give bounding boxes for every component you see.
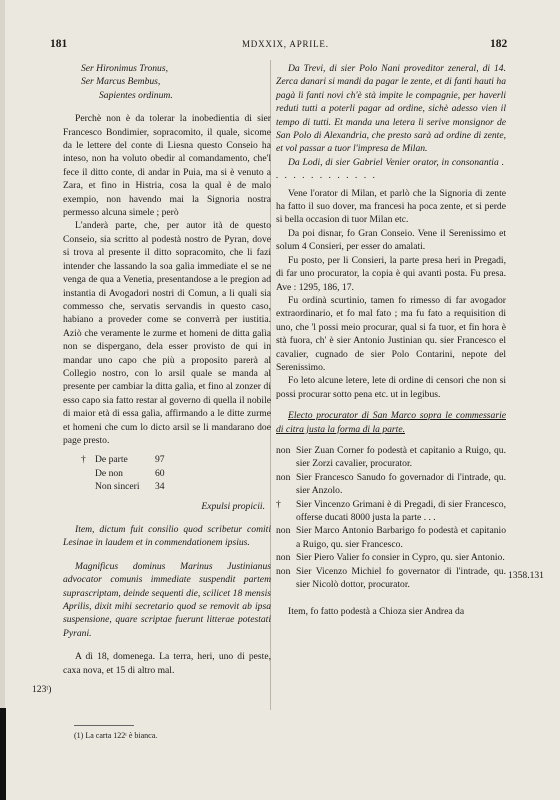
signatory-1: Ser Hironimus Tronus, xyxy=(81,63,168,74)
candidate-result: non xyxy=(276,444,291,456)
page-number-right: 182 xyxy=(490,38,508,50)
candidate-row xyxy=(276,524,506,551)
vote-count: 34 xyxy=(155,481,165,493)
scan-border xyxy=(0,708,6,800)
candidate-text: Sier Francesco Sanudo fo governador di l'intrade, qu. sier Anzolo. xyxy=(296,471,506,497)
expulsi-note: Expulsi propicii. xyxy=(201,500,265,512)
vote-mark xyxy=(81,480,95,493)
candidate-text: Sier Zuan Corner fo podestà et capitanio a Ruigo, qu. sier Zorzi cavalier, procurator. xyxy=(296,444,506,470)
margin-folio-note: 123ᵗ) xyxy=(32,684,52,695)
candidate-result: † xyxy=(276,498,281,510)
paragraph-orator: Vene l'orator di Milan, et parlò che la Signoria di zente ha fatto il suo dover, ma francesi ha poca zente, et si perde si bella occasion di tuor Milan etc. xyxy=(276,187,506,226)
paragraph-letere: Fo leto alcune letere, lete di ordine di censori che non si possi procurar sotto pena etc. ut in legibus. xyxy=(276,375,506,400)
paragraph-chioza: Item, fo fatto podestà a Chioza sier Andrea da xyxy=(288,606,465,618)
vote-label: Non sinceri xyxy=(95,481,140,493)
signatory-3: Sapientes ordinum. xyxy=(99,89,173,101)
vote-count: 97 xyxy=(155,454,165,466)
signatory-2: Ser Marcus Bembus, xyxy=(81,76,161,88)
candidate-row xyxy=(276,498,506,525)
vote-row xyxy=(81,467,271,480)
footnote-rule xyxy=(74,725,134,726)
election-heading: Electo procurator di San Marco sopra le commessarie di citra justa la forma di la parte. xyxy=(276,410,506,435)
paragraph-gran-conseio: Da poi disnar, fo Gran Conseio. Vene il Serenissimo et solum 4 Consieri, per esser do amalati. xyxy=(276,227,506,253)
page-edge-shadow xyxy=(0,0,5,800)
candidate-text: Sier Marco Antonio Barbarigo fo podestà et capitanio a Ruigo, qu. sier Francesco. xyxy=(296,525,506,550)
running-title: MDXXIX, APRILE. xyxy=(242,39,329,49)
vote-count: 60 xyxy=(155,467,165,479)
vote-label: De non xyxy=(95,467,123,479)
vote-tally: 1358.131 xyxy=(508,570,544,581)
entry-18-april: A dì 18, domenega. La terra, heri, uno di peste, caxa nova, et 15 di altro mal. xyxy=(63,651,271,676)
candidate-row xyxy=(276,471,506,498)
paragraph-trevi: Da Trevi, di sier Polo Nani proveditor zeneral, di 14. Zerca danari si mandi da pagar le zente, et di fanti hauti ha pagà li fanti novi ch'è stà impite le compagnie, per haverli reduti tutti a poterli pagar ad ordine, sichè adesso vien il tempo di tutti. Et manda una letera li serive monsignor de San Polo di Alexandria, che presto sarà ad ordine di zente, et vol passar a tuor l'impresa de Milan. xyxy=(276,63,506,155)
paragraph-lodi: Da Lodi, di sier Gabriel Venier orator, in consonantia . . . . . . . . . . . . . xyxy=(276,156,506,182)
vote-row xyxy=(81,453,271,466)
candidate-result: non xyxy=(276,552,291,564)
candidate-row xyxy=(276,565,506,592)
candidate-result: non xyxy=(276,525,291,537)
paragraph-parte: L'anderà parte, che, per autor ità de questo Conseio, sia scritto al podestà nostro de Pyran, dove si trova al presente il ditto sopracomito, che li fazi intender che lassando la soa galìa immediate el se ne venga de qua a Venetia, presentandose a le pregion ad instantia di Avogadori nostri di Comun, a li quali sia commesso che, servatis servandis in questo caso, habiano a proveder come se converrà per iustitia. Aziò che veramente le zurme et homeni de ditta galìa non se dispergano, dela esser provisto de qui in mandar uno capo che più a proposito parerà al Collegio nostro, con lo arsil quale se manda al presente per cambiar la ditta galìa, et fino al zonzer di esso capo sia fatto restar al governo di quella il nobile di maior età di essa galìa, affirmando a le ditte zurme et homeni che cum lo dicto arsil se li mandarano doe page presto. xyxy=(63,220,271,446)
candidate-text: Sier Vicenzo Michiel fo governator di l'intrade, qu. sier Nicolò dottor, procurator. xyxy=(296,565,506,591)
vote-mark: † xyxy=(81,454,86,466)
paragraph-scurtinio: Fu ordinà scurtinio, tamen fo rimesso di far avogador extraordinario, et fo mal fato ; ma fu fato a requisition di uno, che 'l possi meio procurar, qual si fa tuor, et fin hora è stà fuora, ch' è sier Antonio Justinian qu. sier Francesco el cavalier, cugnado de sier Polo Contarini, nepote del Serenissimo. xyxy=(276,294,506,373)
candidate-text: Sier Piero Valier fo consier in Cypro, qu. sier Antonio. xyxy=(296,552,505,564)
candidate-result: non xyxy=(276,471,291,483)
vote-mark xyxy=(81,467,95,480)
vote-row xyxy=(81,480,271,493)
page-header xyxy=(0,38,560,54)
latin-item: Item, dictum fuit consilio quod scribetur comiti Lesinae in laudem et in commendationem ipsius. xyxy=(63,523,271,549)
latin-suspension: Magnificus dominus Marinus Justinianus advocator comunis immediate suspendit partem suprascriptam, deinde sequenti die, scilicet 18 mensis Aprilis, dixit mihi secretario quod se removit ab ipsa suspensione, quare scriptae fuerunt litterae potestati Pyrani. xyxy=(63,560,271,639)
footnote: (1) La carta 122ᵗ è bianca. xyxy=(74,731,158,740)
vote-table xyxy=(63,453,271,493)
candidate-text: Sier Vincenzo Grimani è di Pregadi, di sier Francesco, offerse ducati 8000 justa la parte . . . xyxy=(296,498,506,523)
candidate-result: non xyxy=(276,565,291,577)
paragraph-procurator: Fu posto, per li Consieri, la parte presa heri in Pregadi, di far uno procurator, la copia è qui avanti posta. Fu presa. Ave : 1295, 186, 17. xyxy=(276,254,506,293)
page-number-left: 181 xyxy=(50,38,68,50)
vote-label: De parte xyxy=(95,454,128,466)
paragraph-bondimier: Perchè non è da tolerar la inobedientia di sier Francesco Bondimier, sopracomito, il quale, sicome da le lettere del conte di Liesna questo Conseio ha inteso, non ha voluto obedir al comandamento, che'l fece il ditto conte, di andar in Puia, ma si è venuto a Zara, et fino in Histria, cosa la qual è de malo exempio, non havendo mai la Signoria nostra permesso alcuna simele ; però xyxy=(63,113,271,219)
right-column xyxy=(276,62,506,619)
candidate-row xyxy=(276,551,506,564)
candidate-row xyxy=(276,444,506,471)
left-column xyxy=(63,62,271,677)
